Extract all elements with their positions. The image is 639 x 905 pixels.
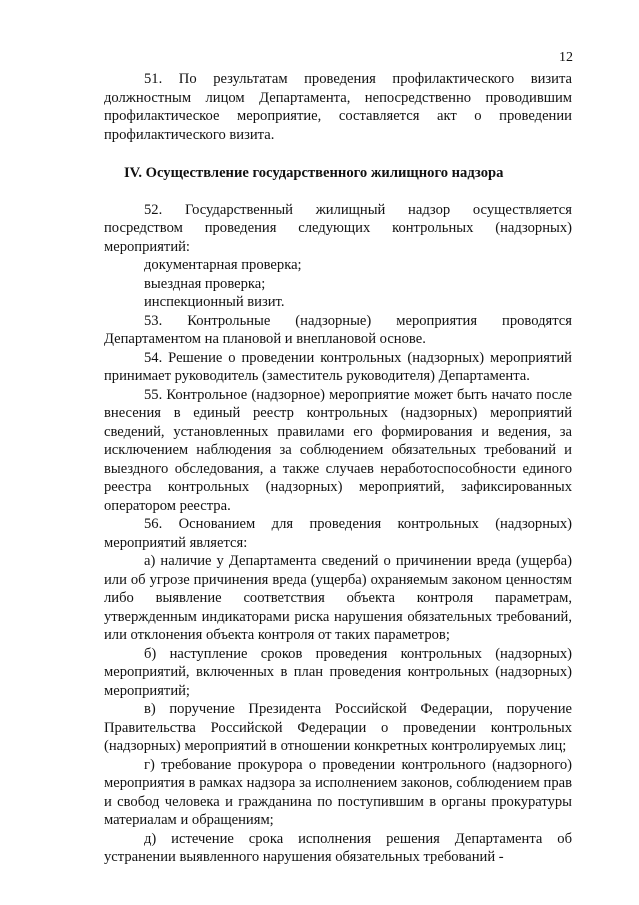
list-item: инспекционный визит.: [144, 294, 285, 310]
list-item: выездная проверка;: [144, 275, 266, 292]
paragraph-55: 55. Контрольное (надзорное) мероприятие может быть начато после внесения в единый реестр контрольных (надзорных) мероприятий сведений, установленных правилами его формирования и ведения, за исключением наблюдения за соблюдением обязательных требований и выездного обследования, а также случаев неработоспособности единого реестра контрольных (надзорных) мероприятий, зафиксированных оператором реестра.: [104, 386, 572, 514]
list-item: документарная проверка;: [144, 257, 302, 273]
page-number: 12: [559, 50, 573, 65]
paragraph-53: 53. Контрольные (надзорные) мероприятия проводятся Департаментом на плановой и внеплановой основе.: [104, 312, 572, 347]
paragraph-51: 51. По результатам проведения профилактического визита должностным лицом Департамента, непосредственно проводившим профилактическое мероприятие, составляется акт о проведении профилактического визита.: [104, 71, 572, 143]
paragraph-56-d: д) истечение срока исполнения решения Департамента об устранении выявленного нарушения обязательных требований -: [104, 830, 572, 865]
document-body: [104, 70, 572, 867]
paragraph-56-g: г) требование прокурора о проведении контрольного (надзорного) мероприятия в рамках надзора за исполнением законов, соблюдением прав и свобод человека и гражданина по поступившим в органы прокуратуры материалам и обращениям;: [104, 756, 572, 828]
paragraph-56-a: а) наличие у Департамента сведений о причинении вреда (ущерба) или об угрозе причинения вреда (ущерба) охраняемым законом ценностям либо выявление соответствия объекта контроля параметрам, утвержденным индикаторами риска нарушения обязательных требований, или отклонения объекта контроля от таких параметров;: [104, 553, 572, 643]
paragraph-56: 56. Основанием для проведения контрольных (надзорных) мероприятий является:: [104, 516, 572, 551]
paragraph-54: 54. Решение о проведении контрольных (надзорных) мероприятий принимает руководитель (заместитель руководителя) Департамента.: [104, 349, 572, 384]
paragraph-56-b: б) наступление сроков проведения контрольных (надзорных) мероприятий, включенных в план проведения контрольных (надзорных) мероприятий;: [104, 645, 572, 699]
paragraph-56-v: в) поручение Президента Российской Федерации, поручение Правительства Российской Федерации о проведении контрольных (надзорных) мероприятий в отношении конкретных контролируемых лиц;: [104, 701, 572, 754]
paragraph-52: 52. Государственный жилищный надзор осуществляется посредством проведения следующих контрольных (надзорных) мероприятий:: [104, 201, 572, 255]
section-heading: IV. Осуществление государственного жилищного надзора: [124, 165, 504, 181]
